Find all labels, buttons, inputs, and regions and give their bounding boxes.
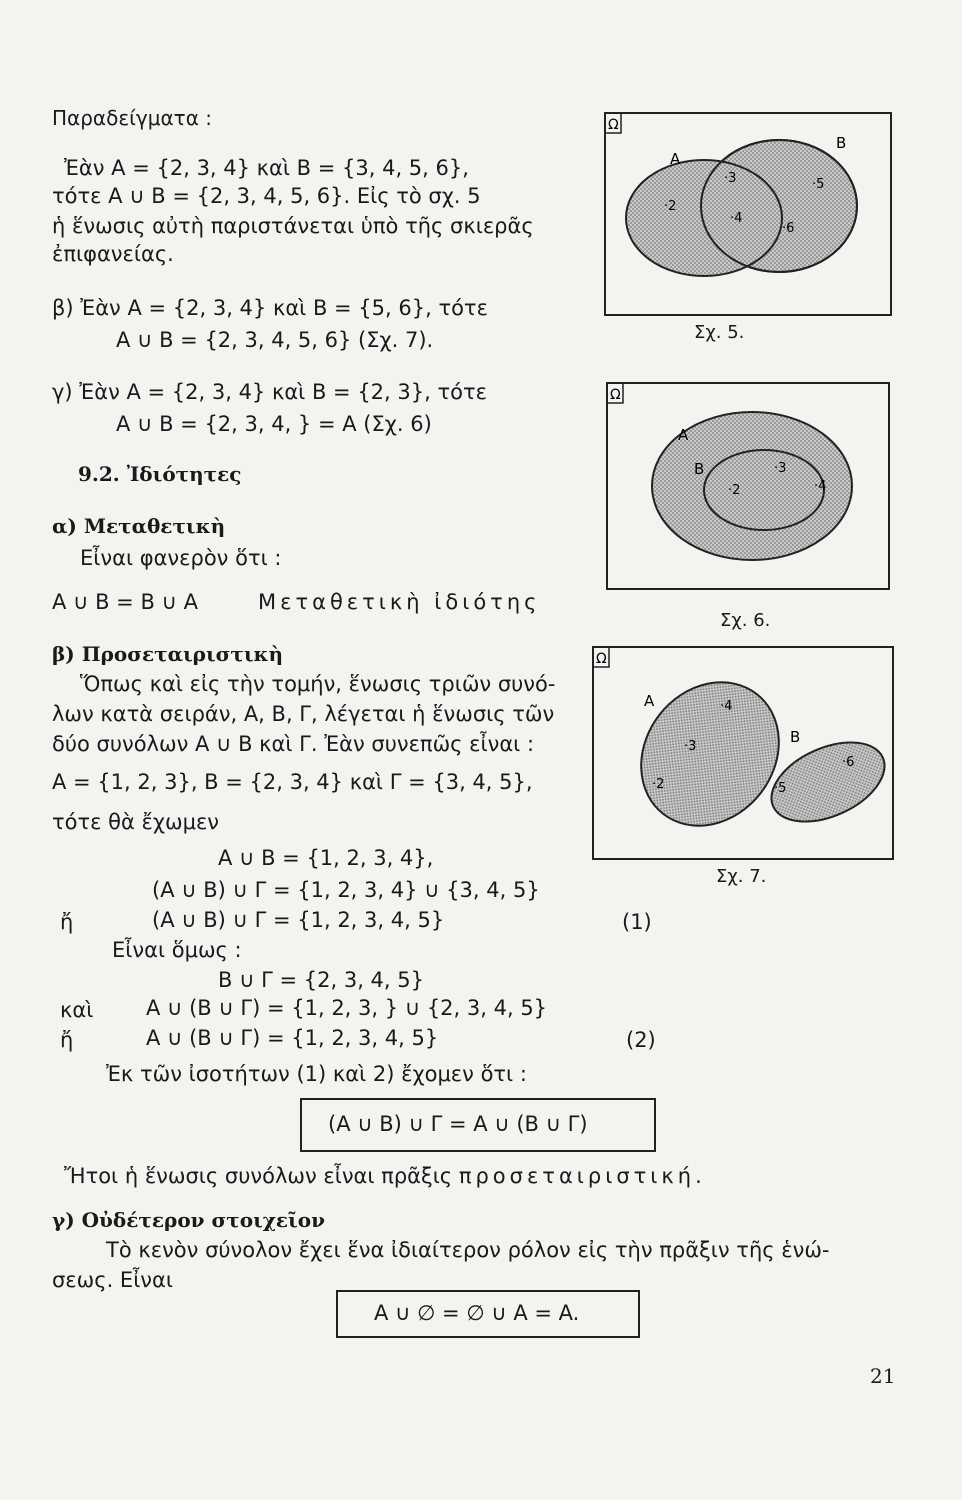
fig6-label-a: A [678, 426, 689, 444]
fig7-set-a [613, 655, 807, 854]
fig6-set-b [704, 450, 827, 530]
section-heading: 9.2. Ἰδιότητες [78, 462, 242, 486]
fig7-point: ·3 [684, 739, 697, 754]
example-a-line2: τότε A ∪ B = {2, 3, 4, 5, 6}. Εἰς τὸ σχ. 5 [52, 184, 481, 208]
property-c-title: γ) Οὐδέτερον στοιχεῖον [52, 1208, 325, 1232]
associative-conclusion-text: Ἤτοι ἡ ἕνωσις συνόλων εἶναι πρᾶξις [64, 1164, 453, 1188]
calc-result-2: A ∪ (B ∪ Γ) = {1, 2, 3, 4, 5} [146, 1026, 439, 1050]
calc-union-ab: A ∪ B = {1, 2, 3, 4}, [218, 846, 434, 870]
then-text: τότε θὰ ἔχωμεν [52, 810, 220, 834]
equation-number-1: (1) [622, 910, 652, 934]
example-a-line1: Ἐὰν A = {2, 3, 4} καὶ B = {3, 4, 5, 6}, [64, 156, 469, 180]
fig7-point: ·4 [720, 699, 733, 714]
property-b-line1: Ὅπως καὶ εἰς τὴν τομήν, ἕνωσις τριῶν συνό- [80, 672, 556, 696]
associative-emphasis: προσεταιριστική. [458, 1164, 706, 1188]
page-number: 21 [870, 1364, 896, 1388]
example-a-line3: ἡ ἕνωσις αὐτὴ παριστάνεται ὑπὸ τῆς σκιερᾶς [52, 214, 534, 238]
associative-law-box [300, 1098, 656, 1152]
associative-law: (A ∪ B) ∪ Γ = A ∪ (B ∪ Γ) [328, 1112, 588, 1136]
figure-5-caption: Σχ. 5. [694, 322, 745, 343]
neutral-element-formula: A ∪ ∅ = ∅ ∪ A = A. [374, 1301, 580, 1325]
fig5-set-a [626, 160, 782, 276]
fig5-point: ·4 [730, 211, 743, 226]
equation-number-2: (2) [626, 1028, 656, 1052]
fig5-omega-label: Ω [608, 117, 619, 133]
fig6-omega-label: Ω [610, 387, 621, 403]
fig7-point: ·5 [774, 781, 787, 796]
fig7-point: ·2 [652, 777, 665, 792]
and-label: καὶ [60, 998, 94, 1022]
calc-union-a-bg: A ∪ (B ∪ Γ) = {1, 2, 3, } ∪ {2, 3, 4, 5} [146, 996, 548, 1020]
fig6-point: ·3 [774, 461, 787, 476]
fig5-label-b: B [836, 134, 847, 152]
neutral-line1: Τὸ κενὸν σύνολον ἔχει ἕνα ἰδιαίτερον ρόλον εἰς τὴν πρᾶξιν τῆς ἑνώ- [106, 1238, 830, 1262]
property-b-title: β) Προσεταιριστικὴ [52, 642, 284, 666]
fig7-point: ·6 [842, 755, 855, 770]
fig5-point: ·5 [812, 177, 825, 192]
fig5-point: ·6 [782, 221, 795, 236]
property-a-name: Μεταθετικὴ ἰδιότης [258, 590, 541, 614]
example-a-line4: ἐπιφανείας. [52, 242, 174, 266]
neutral-element-box [336, 1290, 640, 1338]
fig7-label-b: B [790, 728, 801, 746]
fig6-point: ·4 [814, 479, 827, 494]
or-label-2: ἤ [60, 1028, 74, 1052]
figure-5-diagram [604, 112, 894, 318]
figure-6-diagram [606, 382, 892, 594]
or-label-1: ἤ [60, 910, 74, 934]
property-b-sets: A = {1, 2, 3}, B = {2, 3, 4} καὶ Γ = {3, 4, 5}, [52, 770, 533, 794]
property-b-line2: λων κατὰ σειράν, A, B, Γ, λέγεται ἡ ἕνωσις τῶν [52, 702, 555, 726]
fig5-label-a: A [670, 150, 681, 168]
fig6-point: ·2 [728, 483, 741, 498]
fig7-omega-label: Ω [596, 651, 607, 667]
calc-result-1: (A ∪ B) ∪ Γ = {1, 2, 3, 4, 5} [152, 908, 445, 932]
figure-7-caption: Σχ. 7. [716, 866, 767, 887]
calc-union-bg: B ∪ Γ = {2, 3, 4, 5} [218, 968, 424, 992]
figure-6-caption: Σχ. 6. [720, 610, 771, 631]
examples-title: Παραδείγματα : [52, 106, 212, 130]
example-c-line2: A ∪ B = {2, 3, 4, } = A (Σχ. 6) [116, 412, 432, 436]
from-equalities-text: Ἐκ τῶν ἰσοτήτων (1) καὶ 2) ἔχομεν ὅτι : [106, 1062, 527, 1086]
neutral-line2: σεως. Εἶναι [52, 1268, 173, 1292]
however-text: Εἶναι ὅμως : [112, 938, 242, 962]
associative-conclusion [64, 1166, 706, 1187]
calc-union-ab-g: (A ∪ B) ∪ Γ = {1, 2, 3, 4} ∪ {3, 4, 5} [152, 878, 540, 902]
fig5-point: ·2 [664, 199, 677, 214]
figure-7-diagram [592, 646, 896, 864]
property-b-line3: δύο συνόλων A ∪ B καὶ Γ. Ἐὰν συνεπῶς εἶναι : [52, 732, 535, 756]
property-a-text: Εἶναι φανερὸν ὅτι : [80, 546, 282, 570]
fig7-label-a: A [644, 692, 655, 710]
example-c-line1: γ) Ἐὰν A = {2, 3, 4} καὶ B = {2, 3}, τότε [52, 380, 487, 404]
fig6-label-b: B [694, 460, 705, 478]
example-b-line1: β) Ἐὰν A = {2, 3, 4} καὶ B = {5, 6}, τότε [52, 296, 488, 320]
property-a-title: α) Μεταθετικὴ [52, 514, 226, 538]
fig5-point: ·3 [724, 171, 737, 186]
example-b-line2: A ∪ B = {2, 3, 4, 5, 6} (Σχ. 7). [116, 328, 434, 352]
property-a-formula: A ∪ B = B ∪ A [52, 590, 198, 614]
